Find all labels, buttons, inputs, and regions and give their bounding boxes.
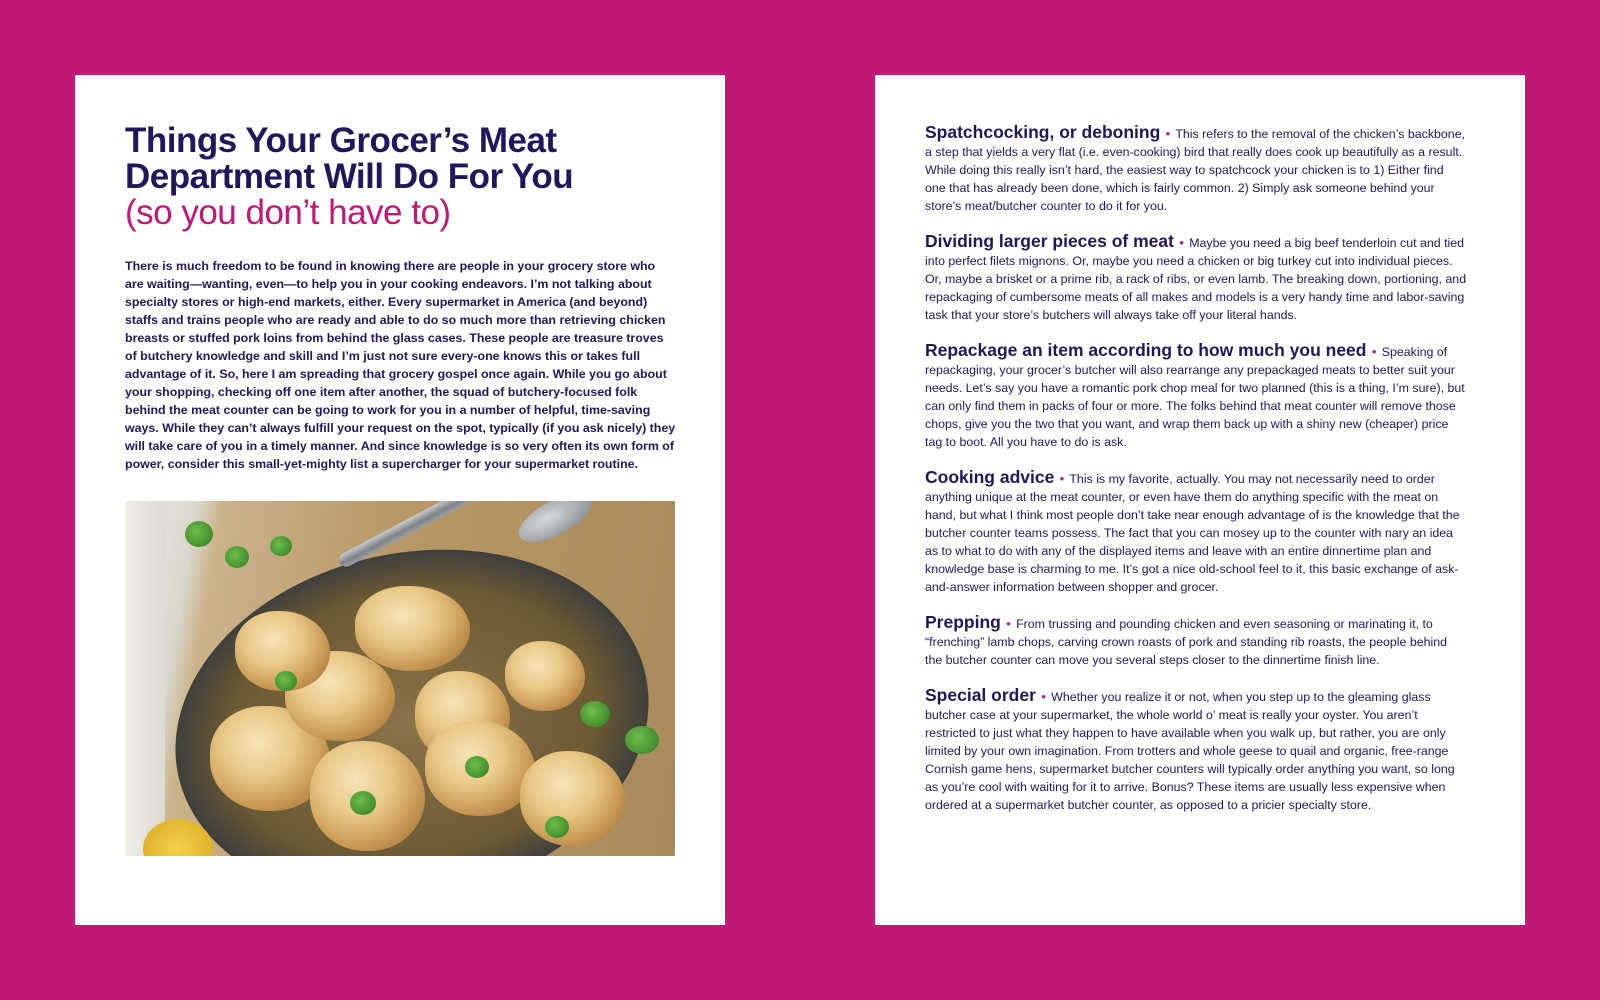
title-line-2: Department Will Do For You	[125, 157, 574, 196]
entry-prepping	[925, 613, 1467, 669]
intro-paragraph: There is much freedom to be found in knowing there are people in your grocery store who are waiting—wanting, even—to help you in your cooking endeavors. I’m not talking about specialty stores or high-end markets, either. Every supermarket in America (and beyond) staffs and trains people who are ready and able to do so much more than retrieving chicken breasts or stuffed pork loins from behind the glass cases. These people are treasure troves of butchery knowledge and skill and I’m just not sure every-one knows this or takes full advantage of it. So, here I am spreading that grocery gospel once again. While you go about your shopping, checking off one item after another, the squad of butchery-focused folk behind the meat counter can be going to work for you in a number of helpful, time-saving ways. While they can’t always fulfill your request on the spot, typically (if you ask nicely) they will take care of you in a timely manner. And since knowledge is so very often its own form of power, consider this small-yet-mighty list a supercharger for your supermarket routine.	[125, 259, 676, 471]
entry-text: Speaking of repackaging, your grocer’s butcher will also rearrange any prepackaged meats to better suit your needs. Let’s say you have a romantic pork chop meal for two planned (this is a thing, I’m sure), but can only find them in packs of four or more. The folks behind that meat counter will remove those chops, give you the two that you want, and wrap them back up with a shiny new (cheaper) price tag to boot. All you have to do is ask.	[925, 345, 1465, 449]
entry-dividing-meat	[925, 232, 1467, 324]
chicken-dish-photo	[125, 501, 675, 856]
entry-repackage	[925, 341, 1467, 451]
bullet-separator: •	[1041, 690, 1046, 704]
entry-text: From trussing and pounding chicken and even seasoning or marinating it, to “frenching” lamb chops, carving crown roasts of pork and standing rib roasts, the people behind the butcher counter can move you several steps closer to the dinnertime finish line.	[925, 617, 1448, 667]
herb-leaf	[185, 521, 213, 547]
herb-leaf	[465, 756, 489, 778]
entry-spatchcocking	[925, 123, 1467, 215]
entry-text: This refers to the removal of the chicken’s backbone, a step that yields a very flat (i.e. even-cooking) bird that really does cook up beautifully as a result. While doing this really isn’t hard, the easiest way to spatchcock your chicken is to 1) Either find one that has already been done, which is fairly common. 2) Simply ask someone behind your store’s meat/butcher counter to do it for you.	[925, 127, 1466, 213]
entry-heading: Dividing larger pieces of meat	[925, 231, 1174, 251]
entry-cooking-advice	[925, 468, 1467, 596]
entry-heading: Repackage an item according to how much you need	[925, 340, 1367, 360]
cutting-board-edge	[125, 501, 165, 856]
entry-heading: Spatchcocking, or deboning	[925, 122, 1161, 142]
left-page	[75, 75, 725, 925]
entry-heading: Prepping	[925, 612, 1001, 632]
bullet-separator: •	[1179, 236, 1184, 250]
entry-text: Whether you realize it or not, when you step up to the gleaming glass butcher case at your supermarket, the whole world o’ meat is really your oyster. You aren’t restricted to just what they happen to have available when you walk up, but rather, you are only limited by your own imagination. From trotters and whole geese to quail and organic, free-range Cornish game hens, supermarket butcher counters will typically order anything you want, so long as you’re cool with waiting for it to arrive. Bonus? These items are usually less expensive when ordered at a supermarket butcher counter, as opposed to a pricier specialty store.	[925, 690, 1455, 812]
herb-leaf	[225, 546, 249, 568]
page-subtitle: (so you don’t have to)	[125, 193, 451, 232]
herb-leaf	[275, 671, 297, 691]
right-page	[875, 75, 1525, 925]
entry-heading: Cooking advice	[925, 467, 1055, 487]
entry-text: This is my favorite, actually. You may not necessarily need to order anything unique at the meat counter, or even have them do anything specific with the meat on hand, but what I think most people don’t take near enough advantage of is the knowledge that the butcher counter teams possess. The fact that you can mosey up to the counter with nary an idea as to what to do with any of the displayed items and leave with an entire dinnertime plan and knowledge base is charming to me. It’s got a nice old-school feel to it, this basic exchange of ask-and-answer information between shopper and grocer.	[925, 472, 1460, 594]
herb-leaf	[625, 726, 659, 754]
chicken-piece	[355, 586, 470, 671]
bullet-separator: •	[1371, 345, 1377, 359]
entry-heading: Special order	[925, 685, 1036, 705]
entry-special-order	[925, 686, 1467, 814]
title-line-1: Things Your Grocer’s Meat	[125, 121, 557, 160]
herb-leaf	[270, 536, 292, 556]
chicken-piece	[505, 641, 585, 711]
chicken-piece	[520, 751, 625, 846]
herb-leaf	[350, 791, 376, 815]
herb-leaf	[580, 701, 610, 727]
entry-text: Maybe you need a big beef tenderloin cut and tied into perfect filets mignons. Or, maybe you need a chicken or big turkey cut into individual pieces. Or, maybe a brisket or a prime rib, a rack of ribs, or even lamb. The breaking down, portioning, and repackaging of cumbersome meats of all makes and models is a very handy time and labor-saving task that your store’s butchers will always take off your literal hands.	[925, 236, 1467, 322]
bullet-separator: •	[1165, 127, 1171, 141]
herb-leaf	[545, 816, 569, 838]
bullet-separator: •	[1059, 472, 1065, 486]
page-title	[125, 123, 677, 231]
bullet-separator: •	[1006, 617, 1011, 631]
spoon-bowl	[512, 501, 599, 552]
